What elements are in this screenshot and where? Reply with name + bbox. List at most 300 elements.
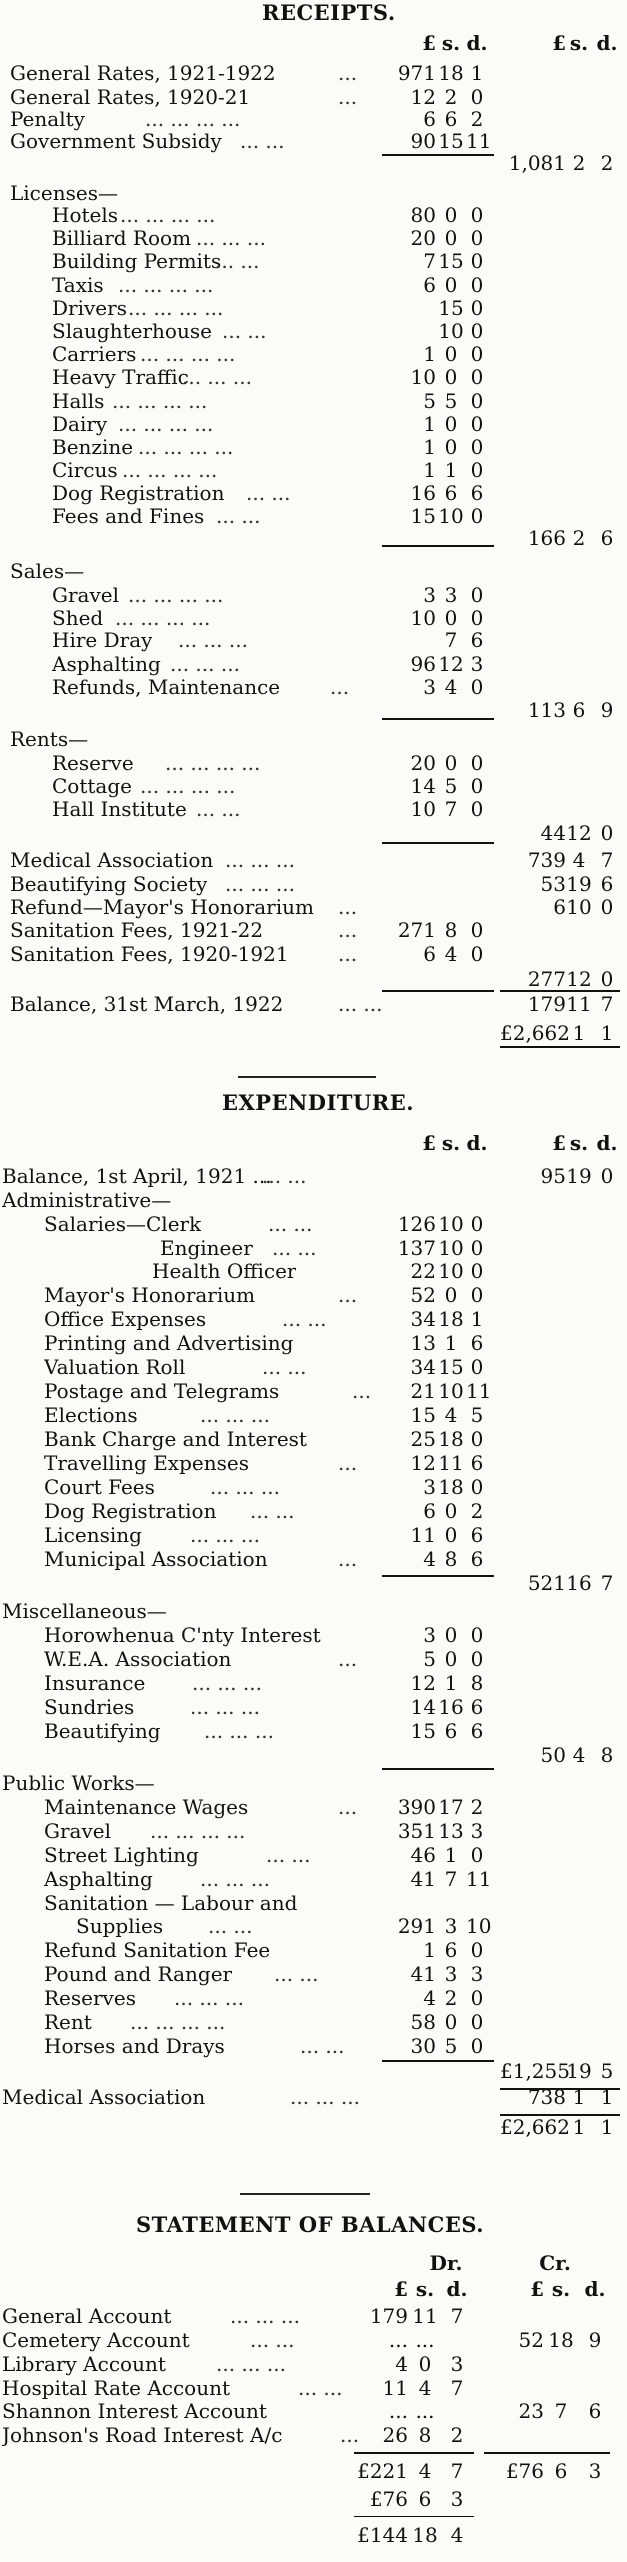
amount-inner-pounds: 11: [410, 1523, 436, 1547]
amount-inner-pounds: 13: [410, 1331, 436, 1355]
amount-inner-pounds: 137: [397, 1236, 436, 1260]
balances-row: [0, 2303, 627, 2329]
amount-inner-pounds: 1: [423, 435, 436, 459]
expenditure-row: [0, 1794, 627, 1820]
amount-inner-shillings: 3: [444, 1962, 458, 1986]
leader-dots: ... ... ... ...: [120, 203, 216, 227]
column-header-pence: d.: [584, 2277, 606, 2301]
row-label: Benzine: [52, 435, 134, 459]
amount-inner-pence: 5: [470, 1403, 484, 1427]
leader-dots: ... ... ... ...: [118, 412, 214, 436]
expenditure-row: [0, 1402, 627, 1428]
balances-subtotal-rule: [484, 2452, 610, 2454]
row-label: Elections: [44, 1403, 138, 1427]
amount-inner-pence: 6: [470, 1547, 484, 1571]
leader-dots: ... ... ...: [200, 1867, 270, 1891]
amount-inner-pence: 3: [470, 652, 484, 676]
expenditure-row: [0, 1211, 627, 1237]
amount-inner-pence: 0: [470, 412, 484, 436]
amount-outer-shillings: 4: [572, 1743, 586, 1767]
balances-row: [0, 2422, 627, 2448]
amount-inner-pence: 0: [470, 296, 484, 320]
amount-outer-pence: 9: [588, 2328, 602, 2352]
row-label: Hospital Rate Account: [2, 2376, 231, 2400]
amount-inner-pence: 0: [470, 583, 484, 607]
amount-inner-pence: 11: [466, 1867, 492, 1891]
amount-outer-shillings: 1: [572, 1021, 586, 1045]
row-label: Administrative—: [2, 1188, 172, 1212]
expenditure-row: [0, 1670, 627, 1696]
amount-inner-pounds: ...: [388, 2328, 408, 2352]
leader-dots: ... ...: [250, 2328, 295, 2352]
row-label: Library Account: [2, 2352, 166, 2376]
leader-dots: ... ... ...: [210, 1475, 280, 1499]
row-label: Medical Association: [2, 2085, 206, 2109]
leader-dots: ... ... ...: [216, 2352, 286, 2376]
expenditure-row: [0, 1426, 627, 1452]
amount-inner-pence: 8: [470, 1671, 484, 1695]
amount-outer-pounds: 738: [527, 2085, 566, 2109]
amount-inner-pounds: 10: [410, 606, 436, 630]
amount-inner-pence: 0: [470, 774, 484, 798]
leader-dots: ... ... ... ...: [138, 435, 234, 459]
expenditure-row: [0, 1546, 627, 1572]
row-label: Supplies: [76, 1914, 164, 1938]
row-label: Carriers: [52, 342, 137, 366]
amount-inner-shillings: 8: [444, 1547, 458, 1571]
amount-inner-pounds: £76: [369, 2487, 408, 2511]
amount-inner-shillings: 10: [438, 504, 464, 528]
amount-inner-shillings: 4: [444, 675, 458, 699]
amount-inner-shillings: 13: [438, 1819, 464, 1843]
amount-inner-pounds: 179: [369, 2304, 408, 2328]
row-label: Public Works—: [2, 1771, 155, 1795]
amount-outer-pence: 1: [600, 2085, 614, 2109]
receipts-row: [0, 60, 627, 86]
row-label: Sundries: [44, 1695, 135, 1719]
leader-dots: ... ... ...: [225, 848, 295, 872]
leader-dots: ... ...: [216, 504, 261, 528]
receipts-row: [0, 525, 627, 551]
leader-dots: ... ...: [268, 1212, 313, 1236]
amount-inner-pence: 0: [470, 2034, 484, 2058]
leader-dots: ...: [330, 675, 350, 699]
row-label: Printing and Advertising: [44, 1331, 294, 1355]
row-label: Pound and Ranger: [44, 1962, 233, 1986]
amount-inner-pounds: 12: [410, 1671, 436, 1695]
leader-dots: ... ... ...: [204, 1719, 274, 1743]
leader-dots: ...: [338, 85, 358, 109]
leader-dots: ... ... ...: [174, 1986, 244, 2010]
row-label: Hire Dray: [52, 628, 153, 652]
leader-dots: ...: [338, 1283, 358, 1307]
amount-inner-shillings: 18: [438, 1475, 464, 1499]
amount-inner-pounds: 6: [423, 942, 436, 966]
receipts-row: [0, 966, 627, 992]
leader-dots: ... ... ... ...: [130, 2010, 226, 2034]
amount-inner-shillings: 2: [444, 85, 458, 109]
amount-inner-pence: 0: [470, 435, 484, 459]
amount-outer-pence: 6: [600, 526, 614, 550]
column-header-shillings: s.: [551, 2277, 571, 2301]
column-header-shillings: s.: [441, 31, 461, 55]
expenditure-row: [0, 1187, 627, 1213]
amount-inner-pounds: 4: [423, 1986, 436, 2010]
amount-inner-pounds: 1: [423, 1938, 436, 1962]
column-header-pence: d.: [466, 1131, 488, 1155]
amount-outer-pounds: 166: [527, 526, 566, 550]
column-header-shillings: s.: [569, 1131, 589, 1155]
receipts-row: [0, 697, 627, 723]
leader-dots: ... ...: [272, 1236, 317, 1260]
leader-dots: ... ... ...: [190, 1523, 260, 1547]
receipts-row: [0, 820, 627, 846]
amount-inner-pence: 0: [470, 918, 484, 942]
amount-inner-pounds: 14: [410, 1695, 436, 1719]
leader-dots: ... ...: [266, 1843, 311, 1867]
leader-dots: ... ... ... ...: [150, 1819, 246, 1843]
amount-inner-shillings: 1: [444, 1671, 458, 1695]
row-label: Salaries—Clerk: [44, 1212, 202, 1236]
balances-row: [0, 2458, 627, 2484]
row-label: Mayor's Honorarium: [44, 1283, 256, 1307]
balances-row: [0, 2351, 627, 2377]
amount-outer-pounds: £1,255: [500, 2059, 570, 2083]
amount-inner-pence: 0: [470, 1259, 484, 1283]
expenditure-subtotal-rule: [382, 2060, 494, 2062]
column-header-pounds: £: [530, 2277, 544, 2301]
expenditure-row: [0, 1570, 627, 1596]
amount-inner-shillings: 5: [444, 2034, 458, 2058]
receipts-subtotal-rule: [382, 842, 494, 844]
expenditure-row: [0, 1163, 627, 1189]
row-label: Maintenance Wages: [44, 1795, 249, 1819]
amount-inner-pence: 7: [450, 2459, 464, 2483]
amount-outer-pence: 7: [600, 848, 614, 872]
amount-inner-shillings: 0: [444, 1283, 458, 1307]
amount-inner-pence: 10: [466, 1914, 492, 1938]
row-label: Medical Association: [10, 848, 214, 872]
leader-dots: ...: [338, 1647, 358, 1671]
amount-inner-shillings: 2: [444, 1986, 458, 2010]
amount-outer-pounds: 23: [518, 2399, 544, 2423]
amount-inner-pounds: 7: [423, 249, 436, 273]
amount-inner-shillings: 6: [418, 2487, 432, 2511]
amount-outer-pence: 0: [600, 821, 614, 845]
amount-outer-pence: 0: [600, 967, 614, 991]
amount-inner-shillings: 7: [444, 797, 458, 821]
expenditure-subtotal-rule: [382, 1575, 494, 1577]
row-label: Government Subsidy: [10, 129, 222, 153]
amount-inner-shillings: 1: [444, 458, 458, 482]
leader-dots: ...: [340, 2423, 360, 2447]
row-label: Dog Registration: [44, 1499, 217, 1523]
leader-dots: ... ... ... ...: [128, 296, 224, 320]
leader-dots: ...: [338, 61, 358, 85]
amount-inner-pounds: 6: [423, 273, 436, 297]
amount-inner-shillings: 8: [418, 2423, 432, 2447]
amount-outer-pounds: £76: [505, 2459, 544, 2483]
row-label: Billiard Room: [52, 226, 192, 250]
amount-inner-shillings: 0: [444, 226, 458, 250]
amount-inner-shillings: 0: [444, 1623, 458, 1647]
amount-inner-pence: 0: [470, 273, 484, 297]
amount-inner-shillings: 0: [444, 606, 458, 630]
balances-subtotal-rule: [354, 2516, 474, 2517]
row-label: Engineer: [160, 1236, 253, 1260]
amount-inner-shillings: 3: [444, 1914, 458, 1938]
amount-outer-pounds: 53: [540, 872, 566, 896]
leader-dots: ... ... ... ...: [165, 751, 261, 775]
amount-inner-pounds: 3: [423, 1475, 436, 1499]
amount-inner-shillings: 7: [444, 1867, 458, 1891]
leader-dots: ... ... ...: [290, 2085, 360, 2109]
receipts-row: [0, 1020, 627, 1046]
row-label: Slaughterhouse: [52, 319, 212, 343]
balances-subtotal-rule: [354, 2452, 474, 2454]
amount-inner-shillings: 18: [438, 1427, 464, 1451]
amount-inner-pounds: £144: [357, 2523, 408, 2547]
amount-inner-pounds: 3: [423, 1623, 436, 1647]
amount-outer-pence: 7: [600, 992, 614, 1016]
amount-outer-pence: 0: [600, 895, 614, 919]
leader-dots: ... ...: [262, 1164, 307, 1188]
balances-title: STATEMENT OF BALANCES.: [136, 2212, 485, 2237]
receipts-row: [0, 248, 627, 274]
column-header-pounds: £: [422, 1131, 436, 1155]
expenditure-row: [0, 1913, 627, 1939]
amount-inner-shillings: ...: [415, 2328, 435, 2352]
leader-dots: ... ...: [240, 129, 285, 153]
expenditure-title: EXPENDITURE.: [222, 1090, 415, 1115]
amount-outer-shillings: 12: [566, 967, 592, 991]
amount-inner-pence: 1: [470, 1307, 484, 1331]
row-label: Shannon Interest Account: [2, 2399, 267, 2423]
expenditure-row: [0, 1450, 627, 1476]
amount-inner-shillings: 4: [444, 942, 458, 966]
amount-inner-pence: 0: [470, 458, 484, 482]
row-label: Cottage: [52, 774, 132, 798]
amount-inner-shillings: 18: [438, 1307, 464, 1331]
amount-outer-pence: 6: [588, 2399, 602, 2423]
row-label: Dog Registration: [52, 481, 225, 505]
amount-inner-pounds: 3: [423, 583, 436, 607]
column-header-pounds: £: [394, 2277, 408, 2301]
row-label: Dairy: [52, 412, 108, 436]
column-header-pence: d.: [596, 1131, 618, 1155]
receipts-row: [0, 941, 627, 967]
amount-inner-pounds: 10: [410, 365, 436, 389]
amount-inner-pounds: 20: [410, 751, 436, 775]
amount-inner-pounds: 291: [397, 1914, 436, 1938]
amount-outer-shillings: 19: [566, 1164, 592, 1188]
balances-row: [0, 2398, 627, 2424]
row-label: Circus: [52, 458, 118, 482]
expenditure-row: [0, 1306, 627, 1332]
amount-inner-pence: 1: [470, 61, 484, 85]
amount-inner-pence: 6: [470, 1451, 484, 1475]
amount-inner-shillings: 18: [412, 2523, 438, 2547]
amount-outer-pounds: 113: [527, 698, 566, 722]
receipts-row: [0, 627, 627, 653]
amount-inner-pounds: 26: [382, 2423, 408, 2447]
expenditure-row: [0, 1474, 627, 1500]
receipts-row: [0, 991, 627, 1017]
receipts-subtotal-rule: [500, 990, 620, 992]
row-label: Horses and Drays: [44, 2034, 225, 2058]
amount-inner-pounds: 1: [423, 342, 436, 366]
debit-group-label: Dr.: [429, 2251, 463, 2275]
row-label: Municipal Association: [44, 1547, 268, 1571]
row-label: Balance, 31st March, 1922: [10, 992, 284, 1016]
amount-outer-pounds: 44: [540, 821, 566, 845]
expenditure-row: [0, 1378, 627, 1404]
amount-inner-pence: 0: [470, 751, 484, 775]
amount-outer-shillings: 1: [572, 2085, 586, 2109]
receipts-row: [0, 364, 627, 390]
amount-inner-shillings: 5: [444, 389, 458, 413]
amount-outer-shillings: 4: [572, 848, 586, 872]
amount-inner-pounds: 6: [423, 107, 436, 131]
amount-inner-pence: 0: [470, 1843, 484, 1867]
amount-inner-pounds: 41: [410, 1962, 436, 1986]
amount-inner-pence: 0: [470, 1283, 484, 1307]
row-label: Valuation Roll: [44, 1355, 186, 1379]
leader-dots: ... ...: [196, 797, 241, 821]
amount-inner-pence: 0: [470, 1212, 484, 1236]
amount-inner-shillings: 0: [444, 1523, 458, 1547]
row-label: Shed: [52, 606, 104, 630]
amount-inner-shillings: 10: [438, 1236, 464, 1260]
amount-inner-pence: 0: [470, 342, 484, 366]
amount-inner-pounds: 12: [410, 85, 436, 109]
row-label: Taxis: [52, 273, 104, 297]
leader-dots: ... ... ... ...: [128, 583, 224, 607]
amount-inner-pence: 0: [470, 675, 484, 699]
amount-inner-shillings: 10: [438, 319, 464, 343]
amount-inner-pounds: 10: [410, 797, 436, 821]
amount-inner-pence: 11: [466, 1379, 492, 1403]
receipts-row: [0, 796, 627, 822]
amount-outer-shillings: 19: [566, 2059, 592, 2083]
leader-dots: ...: [338, 918, 358, 942]
row-label: Licensing: [44, 1523, 142, 1547]
amount-inner-shillings: 0: [444, 273, 458, 297]
expenditure-row: [0, 1498, 627, 1524]
amount-inner-shillings: 6: [444, 1719, 458, 1743]
amount-inner-shillings: 17: [438, 1795, 464, 1819]
amount-inner-pence: 0: [470, 504, 484, 528]
amount-inner-pounds: 390: [397, 1795, 436, 1819]
leader-dots: ...: [338, 1795, 358, 1819]
amount-inner-pence: 2: [450, 2423, 464, 2447]
receipts-row: [0, 150, 627, 176]
receipts-subtotal-rule: [382, 545, 494, 547]
row-label: Reserves: [44, 1986, 136, 2010]
amount-inner-pounds: ...: [388, 2399, 408, 2423]
amount-inner-pounds: 15: [410, 1403, 436, 1427]
expenditure-row: [0, 1770, 627, 1796]
amount-outer-pounds: £2,662: [500, 2115, 570, 2139]
amount-inner-shillings: 6: [444, 1938, 458, 1962]
balances-group-header: [0, 2250, 627, 2276]
row-label: Sanitation Fees, 1920-1921: [10, 942, 289, 966]
leader-dots: ... ... ...: [196, 226, 266, 250]
amount-inner-shillings: 0: [444, 342, 458, 366]
amount-inner-pence: 6: [470, 481, 484, 505]
amount-inner-pence: 6: [470, 1331, 484, 1355]
expenditure-row: [0, 2058, 627, 2084]
amount-inner-shillings: 18: [438, 61, 464, 85]
row-label: Rents—: [10, 727, 89, 751]
leader-dots: ... ... ... ...: [140, 342, 236, 366]
amount-inner-pounds: 4: [423, 1547, 436, 1571]
amount-inner-pence: 7: [450, 2376, 464, 2400]
receipts-title: RECEIPTS.: [262, 0, 396, 25]
row-label: Building Permits: [52, 249, 222, 273]
row-label: Sanitation Fees, 1921-22: [10, 918, 264, 942]
row-label: Office Expenses: [44, 1307, 207, 1331]
leader-dots: ... ...: [298, 2376, 343, 2400]
amount-inner-pounds: 16: [410, 481, 436, 505]
amount-inner-pounds: 15: [410, 504, 436, 528]
amount-outer-pence: 3: [588, 2459, 602, 2483]
amount-inner-pounds: 11: [382, 2376, 408, 2400]
amount-inner-pounds: 22: [410, 1259, 436, 1283]
leader-dots: ...: [352, 1379, 372, 1403]
leader-dots: ... ... ...: [230, 2304, 300, 2328]
leader-dots: ... ...: [282, 1307, 327, 1331]
row-label: Drivers: [52, 296, 127, 320]
amount-inner-pounds: 96: [410, 652, 436, 676]
leader-dots: ... ...: [300, 2034, 345, 2058]
expenditure-row: [0, 1258, 627, 1284]
balances-row: [0, 2522, 627, 2548]
row-label: Refund Sanitation Fee: [44, 1938, 271, 1962]
amount-inner-shillings: 11: [412, 2304, 438, 2328]
expenditure-row: [0, 1742, 627, 1768]
credit-group-label: Cr.: [539, 2251, 571, 2275]
amount-inner-pounds: 58: [410, 2010, 436, 2034]
amount-inner-shillings: 7: [444, 628, 458, 652]
receipts-total-rule: [500, 1046, 620, 1048]
column-header-pence: d.: [596, 31, 618, 55]
amount-inner-pence: 0: [470, 85, 484, 109]
expenditure-row: [0, 1718, 627, 1744]
amount-inner-pence: 6: [470, 1523, 484, 1547]
row-label: Street Lighting: [44, 1843, 199, 1867]
amount-inner-pounds: 21: [410, 1379, 436, 1403]
amount-outer-shillings: 11: [566, 992, 592, 1016]
amount-outer-pence: 6: [600, 872, 614, 896]
leader-dots: ... ... ... ...: [112, 389, 208, 413]
amount-outer-pounds: 277: [527, 967, 566, 991]
amount-outer-shillings: 6: [554, 2459, 568, 2483]
leader-dots: ... ...: [274, 1962, 319, 1986]
amount-inner-pence: 0: [470, 606, 484, 630]
row-label: Licenses—: [10, 181, 118, 205]
amount-inner-pence: 0: [470, 797, 484, 821]
amount-inner-shillings: 12: [438, 652, 464, 676]
row-label: Sanitation — Labour and: [44, 1891, 298, 1915]
amount-outer-shillings: 19: [566, 872, 592, 896]
expenditure-row: [0, 1937, 627, 1963]
amount-inner-shillings: 3: [444, 583, 458, 607]
leader-dots: ... ... ...: [192, 1671, 262, 1695]
expenditure-row: [0, 1842, 627, 1868]
leader-dots: ...: [338, 1451, 358, 1475]
amount-outer-pence: 7: [600, 1571, 614, 1595]
